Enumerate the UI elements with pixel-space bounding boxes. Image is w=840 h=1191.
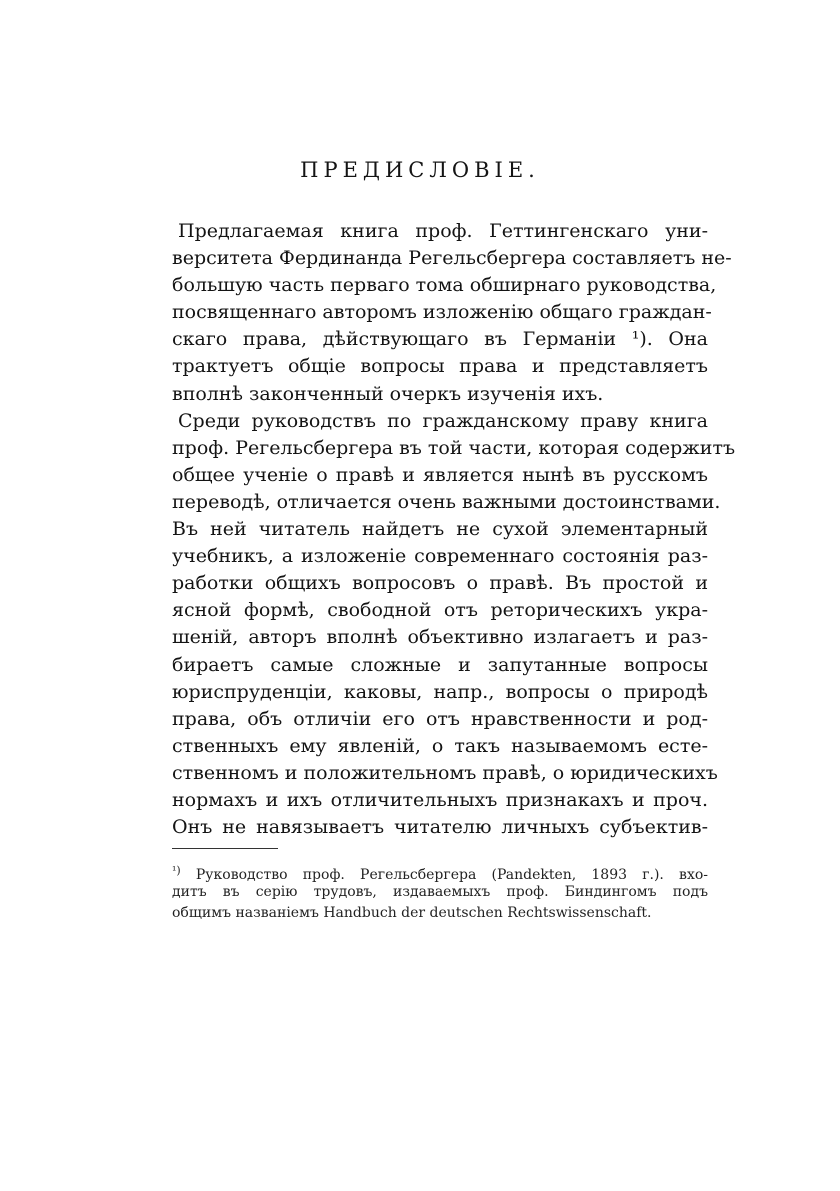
text-line: большую часть перваго тома обширнаго руководства, <box>172 274 717 297</box>
footnote-divider <box>172 848 278 849</box>
page-title: ПРЕДИСЛОВІЕ. <box>300 158 540 182</box>
text-line: учебникъ, а изложеніе современнаго состоянія раз- <box>172 545 708 568</box>
text-line: ственномъ и положительномъ правѣ, о юридическихъ <box>172 761 718 784</box>
text-line: юриспруденціи, каковы, напр., вопросы о природѣ <box>172 680 708 703</box>
text-line: проф. Регельсбергера въ той части, которая содержитъ <box>172 436 736 459</box>
text-line: трактуетъ общіе вопросы права и представляетъ <box>172 355 708 378</box>
text-line: работки общихъ вопросовъ о правѣ. Въ простой и <box>172 572 708 595</box>
text-line: Среди руководствъ по гражданскому праву книга <box>178 409 708 432</box>
text-line: нормахъ и ихъ отличительныхъ признакахъ и проч. <box>172 788 708 811</box>
text-line: посвященнаго авторомъ изложенію общаго граждан- <box>172 301 712 324</box>
footnote-line: дитъ въ серію трудовъ, издаваемыхъ проф. Биндингомъ подъ <box>172 883 708 900</box>
text-line: бираетъ самые сложные и запутанные вопросы <box>172 653 708 676</box>
text-line: ственныхъ ему явленій, о такъ называемомъ есте- <box>172 734 708 757</box>
text-line: переводѣ, отличается очень важными достоинствами. <box>172 490 721 513</box>
text-line: ясной формѣ, свободной отъ реторическихъ укра- <box>172 599 708 622</box>
text-line: шеній, авторъ вполнѣ объективно излагаетъ и раз- <box>172 626 708 649</box>
text-line: вполнѣ законченный очеркъ изученія ихъ. <box>172 382 604 405</box>
footnote-marker: ¹) <box>172 864 181 877</box>
text-line: верситета Фердинанда Регельсбергера составляетъ не- <box>172 247 732 270</box>
footnote <box>172 860 708 925</box>
footnote-text: Руководство проф. Регельсбергера (Pandekten, 1893 г.). вхо- <box>195 867 708 883</box>
preface-body <box>172 218 736 841</box>
text-line: Онъ не навязываетъ читателю личныхъ субъектив- <box>172 816 708 839</box>
text-line: скаго права, дѣйствующаго въ Германіи ¹). Она <box>172 328 708 351</box>
text-line: права, объ отличіи его отъ нравственности и род- <box>172 707 708 730</box>
footnote-line: общимъ названіемъ Handbuch der deutschen Rechtswissenschaft. <box>172 905 652 921</box>
text-line: Въ ней читатель найдетъ не сухой элементарный <box>172 518 708 541</box>
footnote-line <box>172 860 708 882</box>
text-line: общее ученіе о правѣ и является нынѣ въ русскомъ <box>172 463 708 486</box>
text-line: Предлагаемая книга проф. Геттингенскаго уни- <box>178 220 708 242</box>
